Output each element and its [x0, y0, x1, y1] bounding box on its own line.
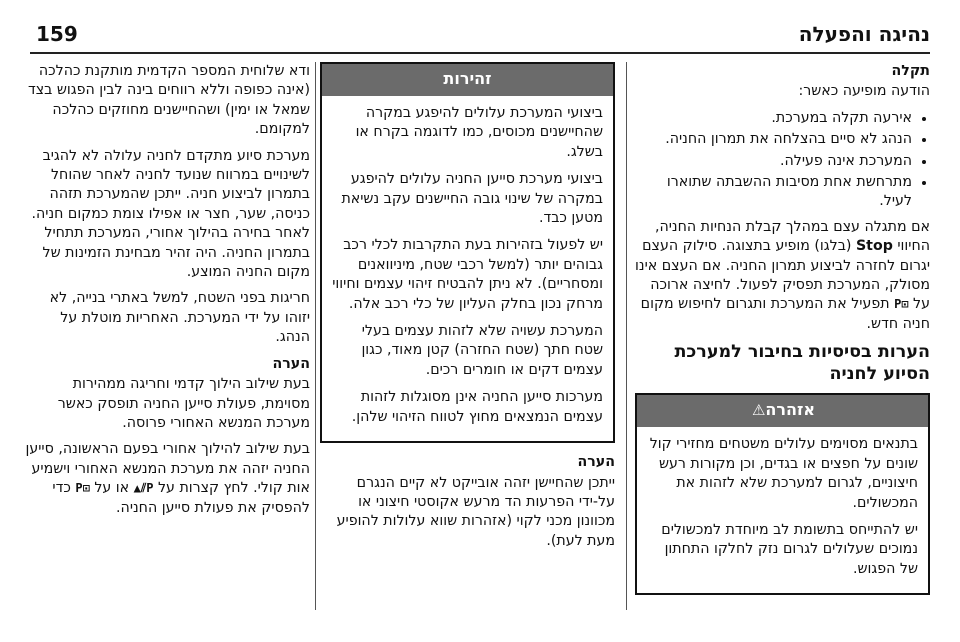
column-divider-left [315, 62, 316, 610]
warning-paragraph-3: יש לפעול בזהירות בעת התקרבות לכלי רכב גבוהים יותר (למשל רכבי שטח, מיניוואנים ומסחריים). לא ניתן להבטיח זיהוי עצמים וחיווי מרחק נכון בחלק העליון של כלי רכב אלה. [332, 237, 603, 312]
fault-text-1: אם מתגלה עצם במהלך קבלת הנחיות החניה, החיווי [654, 218, 930, 255]
column-divider-right [626, 62, 627, 610]
list-item: • אירעה תקלה במערכת. [635, 109, 912, 128]
note-heading: הערה [272, 355, 310, 372]
warning-body [322, 96, 613, 441]
warning-triangle-icon: ⚠ [751, 401, 766, 420]
warning-paragraph-5: מערכות סייען החניה אינן מסוגלות לזהות עצמים הנמצאים מחוץ לטווח הזיהוי שלהן. [351, 389, 603, 425]
list-item: • הנהג לא סיים בהצלחה את תמרון החניה. [635, 130, 912, 149]
caution-paragraph-1: בתנאים מסוימים עלולים משטחים מחזירי קול שונים על חפצים או בגדים, וכן מקורות רעש חיצוניים, לגרום למערכת שלא לזהות את המכשולים. [649, 436, 918, 511]
fault-text-3: תפעיל את המערכת ותגרום לחיפוש מקום חניה חדש. [640, 296, 930, 332]
caution-header [637, 395, 928, 427]
column-right [635, 62, 930, 595]
note-heading: הערה [577, 454, 615, 471]
parking-assist-button-icon: ⊡P [75, 481, 90, 496]
warning-box [320, 62, 615, 443]
terrain-paragraph: חריגות בפני השטח, למשל באתרי בנייה, לא יזוהו על ידי המערכת. האחריות מוטלת על הנהג. [49, 290, 310, 346]
warning-paragraph-1: ביצועי המערכת עלולים להיפגע במקרה שהחיישנים מכוסים, כמו לדוגמה בקרח או בשלג. [355, 105, 603, 160]
caution-body [637, 427, 928, 593]
note-text-c: כדי להפסיק את פעולת סייען החניה. [52, 480, 310, 516]
header-rule [30, 52, 930, 54]
list-item: • המערכת אינה פעילה. [635, 152, 912, 171]
page-number: 159 [36, 22, 78, 46]
fault-paragraph [635, 218, 930, 334]
parking-assist-button-icon: ⊡P [894, 297, 909, 312]
stop-word: Stop [855, 238, 893, 255]
fault-heading: תקלה [891, 63, 930, 79]
warning-paragraph-2: ביצועי מערכת סייען החניה עלולים להיפגע במקרה של שינוי גובה החיישנים עקב נשיאת מטען כבד. [341, 171, 603, 227]
note-paragraph-1: בעת שילוב הילוך קדמי וחריגה ממהירות מסוימת, פעולת סייען החניה תופסק כאשר מערכת המנשא האחורי פרוסה. [57, 376, 310, 431]
advanced-parking-paragraph: מערכת סיוע מתקדם לחניה עלולה לא להגיב לשינויים במרווח שנועד לחניה לאחר שהוחל בתמרון לביצוע חניה. ייתכן שהמערכת תזהה כניסה, שער, חצר או אפילו צומת כמקום חניה. לאחר בחירה בהילוך אחורי, המערכת תתחיל בתמרון החניה. היה זהיר מבחינת הזמינות של מקום החניה המוצע. [31, 147, 310, 281]
park-pilot-icon: P⫽▲ [133, 481, 154, 496]
fault-text-2: (בלגו) מופיע בתצוגה. סילוק העצם יגרום לחזרה לביצוע תמרון החניה. אם העצם אינו מסולק, המערכת תפסיק לפעול. לחיצה ארוכה על [635, 238, 930, 313]
note-text: ייתכן שהחיישן יזהה אובייקט לא קיים הנגרם על-ידי הפרעות הד מרעש אקוסטי חיצוני או מכוונון מכני לקוי (אזהרות שווא עלולות להופיע מעת לעת). [336, 474, 615, 549]
note-text-a: בעת שילוב להילוך אחורי בפעם הראשונה, סייען החניה יזהה את מערכת המנשא האחורי וישמיע אות קולי. לחץ קצרות על [25, 441, 310, 497]
page-header [0, 0, 960, 48]
note-paragraph-2 [25, 440, 310, 518]
caution-paragraph-2: יש להתייחס בתשומת לב מיוחדת למכשולים נמוכים שעלולים לגרום נזק לחלקו התחתון של הפגוש. [661, 521, 918, 577]
note-text-b: או על [94, 480, 130, 497]
column-middle [320, 62, 615, 558]
section-heading: הערות בסיסיות בחיבור למערכת הסיוע לחניה [674, 342, 930, 385]
caution-box [635, 393, 930, 595]
warning-header: זהירות [322, 64, 613, 96]
running-title: נהיגה והפעלה [798, 22, 930, 46]
list-item: • מתרחשת אחת מסיבות ההשבתה שתוארו לעיל. [635, 173, 912, 212]
warning-paragraph-4: המערכת עשויה שלא לזהות עצמים בעלי שטח חתך (שטח החזרה) קטן מאוד, כגון עצמים דקים או חומרים רכים. [361, 323, 603, 378]
fault-list [635, 109, 930, 212]
plate-paragraph: ודא שלוחית המספר הקדמית מותקנת כהלכה (אינה כפופה וללא רווחים בינה לבין הפגוש בצד שמאל או ימין) ושהחיישנים מחוזקים כהלכה למקומם. [27, 63, 310, 138]
column-left [25, 62, 310, 525]
caution-title: אזהרה [765, 400, 816, 420]
fault-intro: הודעה מופיעה כאשר: [798, 83, 930, 100]
